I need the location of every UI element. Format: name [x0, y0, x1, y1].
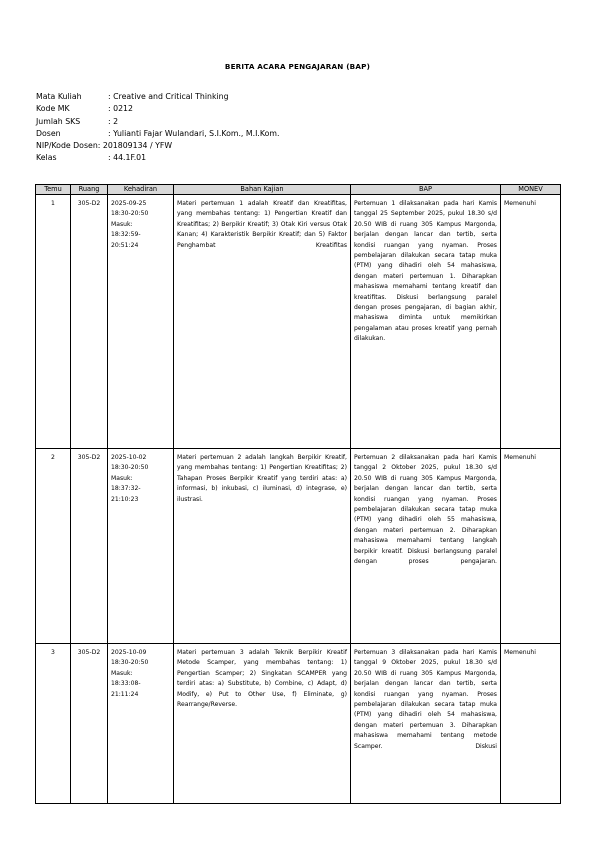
kehadiran-masuk-label: Masuk: — [111, 474, 133, 482]
table-row — [36, 449, 561, 644]
cell-ruang: 305-D2 — [71, 644, 108, 804]
cell-bahan-kajian — [174, 449, 351, 644]
document-title: BERITA ACARA PENGAJARAN (BAP) — [224, 62, 371, 71]
bahan-kajian-text: Materi pertemuan 1 adalah Kreatif dan Kreatifitas, yang membahas tentang: 1) Pengertian Kreatif dan Kreatifitas; 2) Berpikir Kreatif; 3) Otak Kiri versus Otak Kanan; 4) Karakteristik Berpikir Kreatif; dan 5) Faktor Penghambat Kreatifitas — [177, 200, 347, 249]
info-label: Kelas — [36, 153, 57, 163]
kehadiran-masuk-end: 21:11:24 — [111, 690, 139, 698]
kehadiran-date: 2025-09-25 — [111, 200, 147, 207]
info-row-jumlah-sks — [36, 116, 279, 128]
info-label: Mata Kuliah — [36, 92, 82, 101]
cell-bap — [351, 449, 501, 644]
cell-ruang: 305-D2 — [71, 195, 108, 449]
info-value: : 44.1F.01 — [108, 153, 147, 163]
header-ruang: Ruang — [71, 185, 108, 195]
info-row-kode-mk — [36, 103, 279, 115]
kehadiran-masuk-start: 18:33:08- — [111, 680, 141, 688]
header-kehadiran: Kehadiran — [108, 185, 174, 195]
kehadiran-masuk-start: 18:32:59- — [111, 231, 141, 239]
bap-table — [35, 184, 561, 804]
info-value: : 2 — [108, 116, 119, 126]
info-value: : 0212 — [108, 104, 133, 114]
info-label: Dosen — [36, 128, 61, 138]
cell-temu: 2 — [36, 449, 71, 644]
info-row-nip — [36, 140, 279, 152]
cell-monev: Memenuhi — [501, 644, 561, 804]
cell-kehadiran — [108, 449, 174, 644]
kehadiran-masuk-end: 20:51:24 — [111, 241, 139, 249]
kehadiran-masuk-start: 18:37:32- — [111, 485, 141, 493]
cell-kehadiran — [108, 644, 174, 804]
cell-temu: 1 — [36, 195, 71, 449]
cell-temu: 3 — [36, 644, 71, 804]
info-label: Jumlah SKS — [36, 116, 81, 126]
kehadiran-time: 18:30-20:50 — [111, 464, 149, 472]
cell-ruang: 305-D2 — [71, 449, 108, 644]
info-label: NIP/Kode Dosen — [36, 141, 98, 151]
kehadiran-time: 18:30-20:50 — [111, 659, 149, 667]
kehadiran-masuk-label: Masuk: — [111, 669, 133, 677]
kehadiran-masuk-label: Masuk: — [111, 220, 133, 228]
cell-bahan-kajian — [174, 195, 351, 449]
table-row — [36, 195, 561, 449]
cell-bap — [351, 644, 501, 804]
table-row — [36, 644, 561, 804]
cell-bahan-kajian — [174, 644, 351, 804]
info-value: : 201809134 / YFW — [97, 141, 173, 151]
info-value: : Creative and Critical Thinking — [108, 92, 229, 101]
info-row-kelas — [36, 152, 279, 164]
header-temu: Temu — [36, 185, 71, 195]
kehadiran-date: 2025-10-02 — [111, 454, 147, 461]
kehadiran-masuk-end: 21:10:23 — [111, 495, 139, 503]
info-label: Kode MK — [36, 104, 70, 114]
bap-text: Pertemuan 1 dilaksanakan pada hari Kamis tanggal 25 September 2025, pukul 18.30 s/d 20.50 WIB di ruang 305 Kampus Margonda, berjalan dengan lancar dan tertib, serta kondisi ruangan yang nyaman. Proses pembelajaran dilakukan secara tatap muka (PTM) yang dihadiri oleh 54 mahasiswa, dengan materi pertemuan 1. Diharapkan mahasiswa memahami tentang kreatif dan kreatifitas. Diskusi berlangsung paralel dengan proses pengajaran, di bagian akhir, mahasiswa diminta untuk memikirkan pengalaman atau proses kreatif yang pernah dilakukan. — [354, 200, 497, 343]
header-monev: MONEV — [501, 185, 561, 195]
bahan-kajian-text: Materi pertemuan 3 adalah Teknik Berpikir Kreatif Metode Scamper, yang membahas tentang: 1) Pengertian Scamper; 2) Singkatan SCAMPER yang terdiri atas: a) Substitute, b) Combine, c) Adapt, d) Modify, e) Put to Other Use, f) Eliminate, g) Rearrange/Reverse. — [177, 649, 347, 709]
kehadiran-date: 2025-10-09 — [111, 649, 147, 656]
header-bap: BAP — [351, 185, 501, 195]
cell-kehadiran — [108, 195, 174, 449]
course-info — [36, 91, 279, 165]
table-header-row — [36, 185, 561, 195]
bap-text: Pertemuan 3 dilaksanakan pada hari Kamis tanggal 9 Oktober 2025, pukul 18.30 s/d 20.50 WIB di ruang 305 Kampus Margonda, berjalan dengan lancar dan tertib, serta kondisi ruangan yang nyaman. Proses pembelajaran dilakukan secara tatap muka (PTM) yang dihadiri oleh 54 mahasiswa, dengan materi pertemuan 3. Diharapkan mahasiswa memahami tentang metode Scamper. Diskusi — [354, 649, 497, 750]
header-bahan-kajian: Bahan Kajian — [174, 185, 351, 195]
kehadiran-time: 18:30-20:50 — [111, 210, 149, 218]
cell-bap — [351, 195, 501, 449]
cell-monev: Memenuhi — [501, 195, 561, 449]
cell-monev: Memenuhi — [501, 449, 561, 644]
info-value: : Yulianti Fajar Wulandari, S.I.Kom., M.I.Kom. — [108, 128, 280, 138]
bap-text: Pertemuan 2 dilaksanakan pada hari Kamis tanggal 2 Oktober 2025, pukul 18.30 s/d 20.50 WIB di ruang 305 Kampus Margonda, berjalan dengan lancar dan tertib, serta kondisi ruangan yang nyaman. Proses pembelajaran dilakukan secara tatap muka (PTM) yang dihadiri oleh 55 mahasiswa, dengan materi pertemuan 2. Diharapkan mahasiswa memahami tentang langkah berpikir kreatif. Diskusi berlangsung paralel dengan proses pengajaran. — [354, 454, 497, 566]
info-row-mata-kuliah — [36, 91, 279, 103]
bahan-kajian-text: Materi pertemuan 2 adalah langkah Berpikir Kreatif, yang membahas tentang: 1) Pengertian Kreatifitas; 2) Tahapan Proses Berpikir Kreatif yang terdiri atas: a) informasi, b) inkubasi, c) iluminasi, d) integrase, e) ilustrasi. — [177, 454, 347, 503]
info-row-dosen — [36, 128, 279, 140]
